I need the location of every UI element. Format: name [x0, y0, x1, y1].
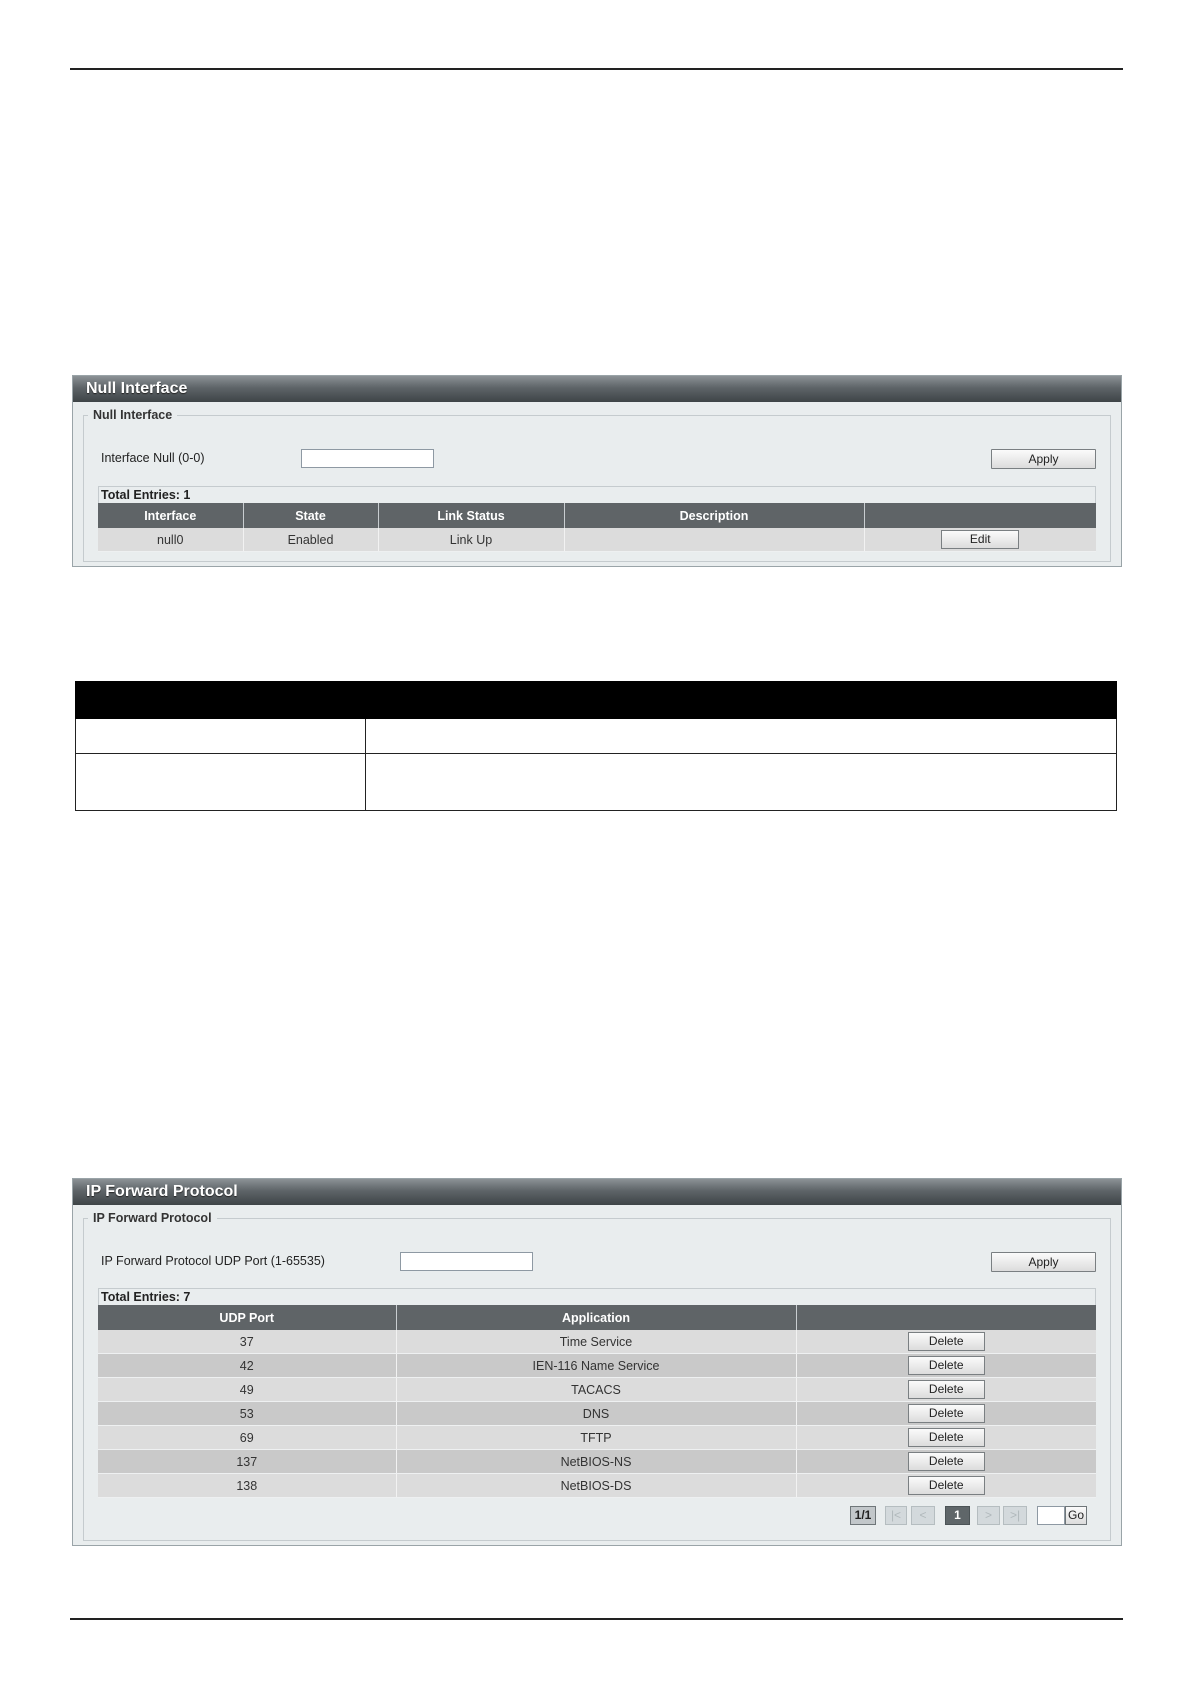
column-header-action	[796, 1305, 1096, 1330]
delete-button[interactable]: Delete	[908, 1356, 985, 1375]
cell-udp-port: 69	[98, 1426, 396, 1450]
table-row	[98, 528, 1096, 552]
table-header-row	[98, 503, 1096, 528]
cell-application: NetBIOS-NS	[396, 1450, 796, 1474]
delete-button[interactable]: Delete	[908, 1380, 985, 1399]
cell-application: NetBIOS-DS	[396, 1474, 796, 1498]
table-row	[98, 1474, 1096, 1498]
cell-udp-port: 37	[98, 1330, 396, 1354]
last-page-button[interactable]: >|	[1003, 1506, 1027, 1525]
pagination	[0, 1506, 1191, 1525]
table-row	[98, 1354, 1096, 1378]
table-row	[98, 1378, 1096, 1402]
ip-forward-protocol-panel	[72, 1178, 1122, 1546]
table-header-row	[76, 682, 1117, 719]
page-footer-rule	[70, 1618, 1123, 1620]
first-page-button[interactable]: |<	[885, 1506, 907, 1525]
cell-action	[864, 528, 1096, 552]
parameter-description-table	[75, 681, 1117, 811]
table-row	[98, 1330, 1096, 1354]
column-header-state: State	[243, 503, 378, 528]
cell-interface: null0	[98, 528, 243, 552]
cell-action	[796, 1354, 1096, 1378]
column-header-interface: Interface	[98, 503, 243, 528]
table-row	[98, 1402, 1096, 1426]
column-header-action	[864, 503, 1096, 528]
current-page-button[interactable]: 1	[945, 1506, 970, 1525]
delete-button[interactable]: Delete	[908, 1452, 985, 1471]
delete-button[interactable]: Delete	[908, 1428, 985, 1447]
column-header-link-status: Link Status	[378, 503, 564, 528]
cell-description	[564, 528, 864, 552]
go-page-input[interactable]	[1037, 1506, 1065, 1525]
table-row	[98, 1450, 1096, 1474]
table-row	[76, 719, 1117, 754]
next-page-button[interactable]: >	[977, 1506, 1000, 1525]
null-interface-panel	[72, 375, 1122, 567]
cell-application: Time Service	[396, 1330, 796, 1354]
delete-button[interactable]: Delete	[908, 1404, 985, 1423]
cell-action	[796, 1330, 1096, 1354]
page-count: 1/1	[850, 1506, 876, 1525]
group-legend: Null Interface	[93, 408, 173, 422]
prev-page-button[interactable]: <	[911, 1506, 935, 1525]
cell-link-status: Link Up	[378, 528, 564, 552]
cell-action	[796, 1474, 1096, 1498]
panel-title: IP Forward Protocol	[73, 1179, 1121, 1205]
cell-udp-port: 49	[98, 1378, 396, 1402]
cell-application: IEN-116 Name Service	[396, 1354, 796, 1378]
delete-button[interactable]: Delete	[908, 1476, 985, 1495]
cell-state: Enabled	[243, 528, 378, 552]
apply-button[interactable]: Apply	[991, 1252, 1096, 1272]
total-entries: Total Entries: 7	[98, 1288, 1096, 1305]
column-header-udp-port: UDP Port	[98, 1305, 396, 1330]
cell-udp-port: 53	[98, 1402, 396, 1426]
cell-application: DNS	[396, 1402, 796, 1426]
cell-udp-port: 137	[98, 1450, 396, 1474]
total-entries: Total Entries: 1	[98, 486, 1096, 503]
cell-udp-port: 42	[98, 1354, 396, 1378]
table-row	[76, 754, 1117, 811]
null-interface-table	[98, 503, 1096, 552]
page-header-rule	[70, 68, 1123, 70]
delete-button[interactable]: Delete	[908, 1332, 985, 1351]
column-header-description: Description	[564, 503, 864, 528]
ip-forward-protocol-table	[98, 1305, 1096, 1498]
cell-action	[796, 1378, 1096, 1402]
table-row	[98, 1426, 1096, 1450]
udp-port-input[interactable]	[400, 1252, 533, 1271]
edit-button[interactable]: Edit	[941, 530, 1019, 549]
cell-application: TACACS	[396, 1378, 796, 1402]
apply-button[interactable]: Apply	[991, 449, 1096, 469]
cell-action	[796, 1450, 1096, 1474]
cell-action	[796, 1402, 1096, 1426]
cell-application: TFTP	[396, 1426, 796, 1450]
cell-action	[796, 1426, 1096, 1450]
column-header-application: Application	[396, 1305, 796, 1330]
interface-null-input[interactable]	[301, 449, 434, 468]
panel-title: Null Interface	[73, 376, 1121, 402]
group-legend: IP Forward Protocol	[93, 1211, 212, 1225]
table-header-row	[98, 1305, 1096, 1330]
cell-udp-port: 138	[98, 1474, 396, 1498]
interface-null-label: Interface Null (0-0)	[101, 451, 205, 465]
udp-port-label: IP Forward Protocol UDP Port (1-65535)	[101, 1254, 325, 1268]
go-button[interactable]: Go	[1065, 1506, 1087, 1525]
